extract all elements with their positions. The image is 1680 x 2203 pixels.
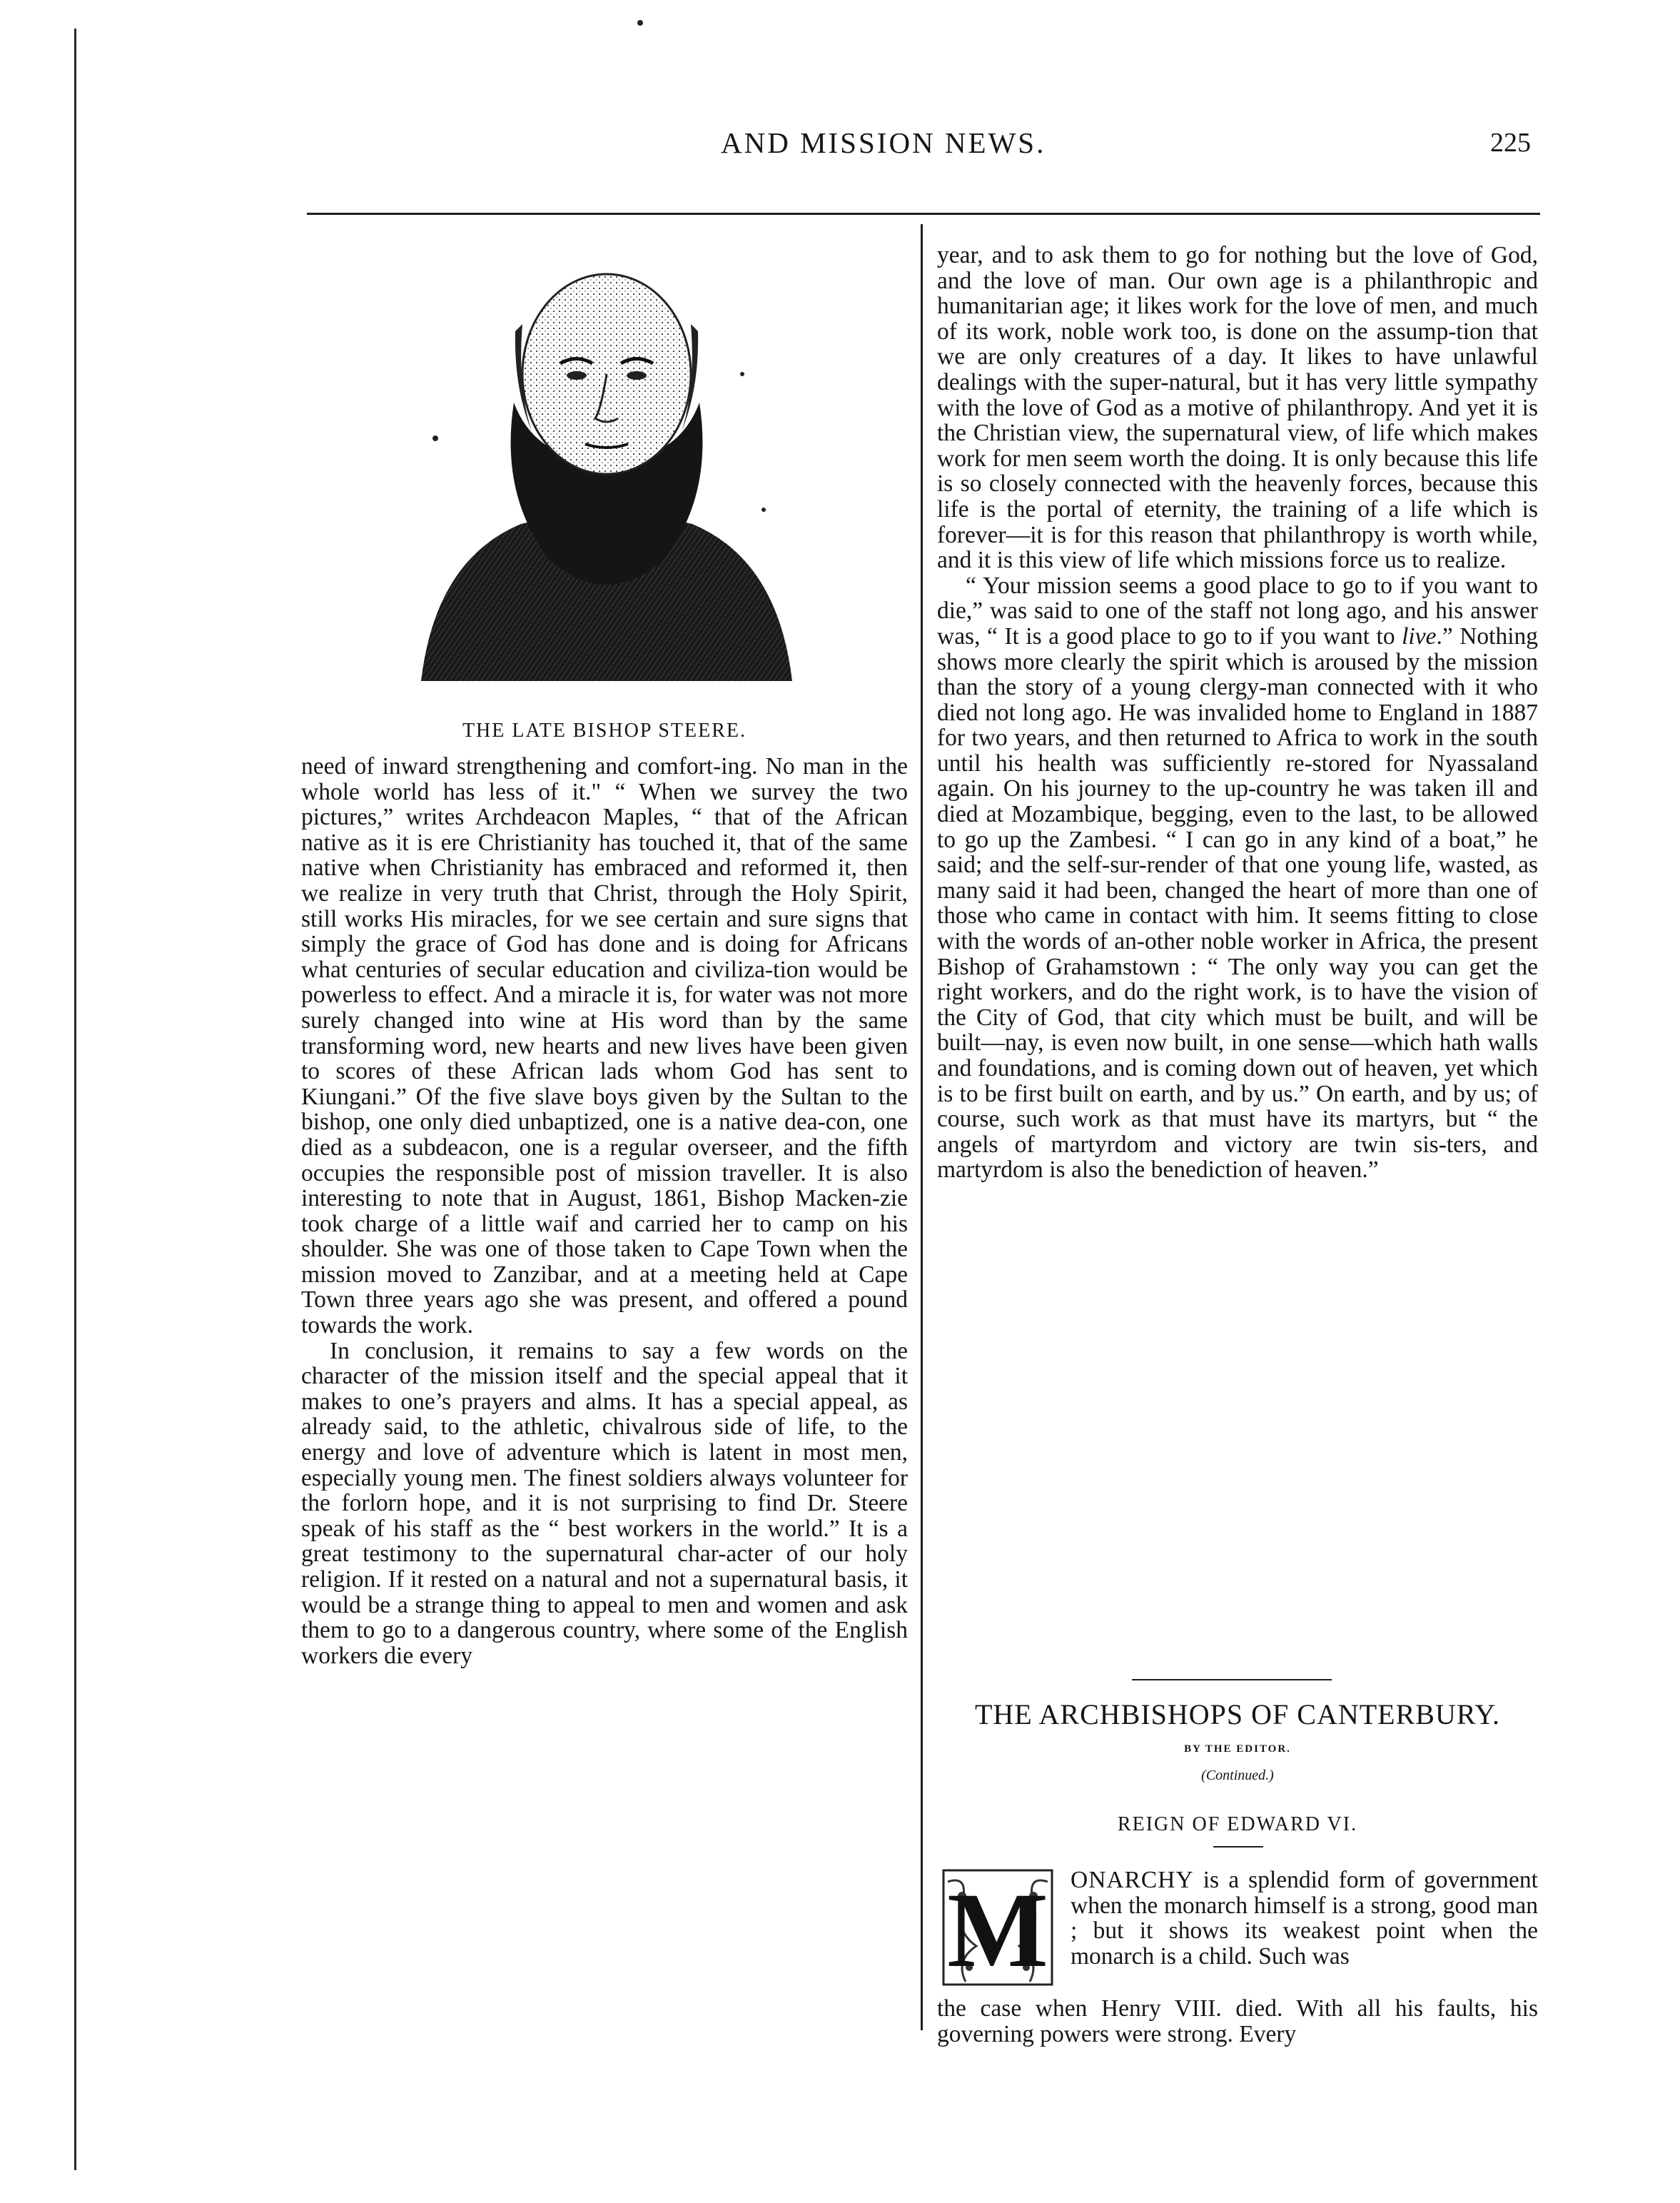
opening-text: is a splendid form of government when the monarch himself is a strong, good man ; but it shows its weakest point when the monarch is a child. Such was (1071, 1867, 1538, 1970)
article-title: THE ARCHBISHOPS OF CANTERBURY. (974, 1698, 1501, 1730)
body-paragraph: need of inward strengthening and comfort-ing. No man in the whole world has less of it." “ When we survey the two pictures,” writes Archdeacon Maples, “ that of the African native as it is ere Christianity has touched it, that of the same native when Christianity has embraced and reformed it, then we realize in very truth that Christ, through the Holy Spirit, still works His miracles, for we see certain and sure signs that simply the grace of God has done and is doing for Africans what centuries of secular education and civiliza-tion would be powerless to effect. And a miracle it is, for water was not more surely changed into wine at His word than by the same transforming word, new hearts and new lives have been given to scores of these African lads whom God has sent to Kiungani.” Of the five slave boys given by the Sultan to the bishop, one only died unbaptized, one is a native dea-con, one died as a subdeacon, one is a regular overseer, and the fifth occupies the responsible post of mission traveller. It is also interesting to note that in August, 1861, Bishop Macken-zie took charge of a little waif and carried her to camp on his shoulder. She was one of those taken to Cape Town when the mission moved to Zanzibar, and at a meeting held at Cape Town three years ago she was present, and offered a pound towards the work. (301, 753, 908, 1339)
section-rule (1132, 1679, 1332, 1680)
dropcap-letter: M (947, 1871, 1048, 1987)
bishop-portrait-engraving (393, 224, 821, 710)
continued-note: (Continued.) (1201, 1768, 1274, 1783)
right-column (937, 243, 1538, 1183)
binding-edge-line (74, 29, 76, 2170)
page-number: 225 (1490, 128, 1531, 158)
article-continuation: the case when Henry VIII. died. With all his faults, his governing powers were strong. Every (937, 1995, 1538, 2047)
portrait-caption: THE LATE BISHOP STEERE. (462, 720, 747, 742)
header-rule (307, 213, 1540, 215)
body-paragraph: year, and to ask them to go for nothing but the love of God, and the love of man. Our own age is a philanthropic and humanitarian age; it likes work for the love of men, and much of its work, noble work too, is done on the assump-tion that we are only creatures of a day. It likes to have unlawful dealings with the super-natural, but it has very little sympathy with the love of God as a motive of philanthropy. And yet it is the Christian view, the supernatural view, of life which makes work for men seem worth the doing. It is only because this life is so closely connected with the heavenly forces, because this life is the portal of eternity, the training of a life which is forever—it is for this reason that philanthropy is worth while, and it is this view of life which missions force us to realize. (937, 242, 1538, 574)
paragraph-text: “ Your mission seems a good place to go to if you want to die,” was said to one of the staff not long ago, and his answer was, “ It is a good place to go to if you want to (937, 572, 1538, 650)
ink-speck (637, 20, 643, 26)
italic-word: live (1402, 622, 1437, 650)
running-head: AND MISSION NEWS. (721, 126, 1046, 159)
paragraph-text: .” Nothing shows more clearly the spirit which is aroused by the mission than the story of a young clergy-man connected with it who died not long ago. He was invalided home to England in 1887 for two years, and then returned to Africa to work in the south until his health was sufficiently re-stored for Nyassaland again. On his journey to the up-country he was taken ill and died at Mozambique, begging, even to the last, to be allowed to go up the Zambesi. “ I can go in any kind of a boat,” he said; and the self-sur-render of that one young life, wasted, as many said it had been, changed the heart of more than one of those who came in contact with him. It seems fitting to close with the words of an-other noble worker in Africa, the present Bishop of Grahamstown : “ The only way you can get the right workers, and do the right work, is to have the vision of the City of God, that city which must be built, and will be built—nay, is even now built, in one sense—which hath walls and foundations, and is coming down out of heaven, yet which is to be first built on earth, and by us.” On earth, and by us; of course, such work as that must have its martyrs, but “ the angels of martyrdom and victory are twin sis-ters, and martyrdom is also the benediction of heaven.” (937, 622, 1538, 1184)
ornamental-dropcap (941, 1867, 1055, 1987)
section-subhead: REIGN OF EDWARD VI. (1117, 1813, 1358, 1835)
article-byline: BY THE EDITOR. (1184, 1743, 1291, 1755)
body-paragraph: In conclusion, it remains to say a few words on the character of the mission itself and the special appeal that it makes to one’s prayers and alms. It has a special appeal, as already said, to the athletic, chivalrous side of life, to the energy and love of adventure which is latent in most men, especially young men. The finest soldiers always volunteer for the forlorn hope, and it is not surprising to find Dr. Steere speak of his staff as the “ best workers in the world.” It is a great testimony to the supernatural char-acter of our holy religion. If it rested on a natural and not a supernatural basis, it would be a strange thing to appeal to men and women and ask them to go to a dangerous country, where some of the English workers die every (301, 1337, 908, 1669)
column-divider (921, 224, 923, 2030)
body-paragraph (937, 573, 1538, 1183)
left-column (301, 754, 908, 1668)
article-opening (1071, 1867, 1538, 1969)
opening-lead-word: ONARCHY (1071, 1867, 1194, 1893)
subhead-rule (1213, 1846, 1263, 1847)
